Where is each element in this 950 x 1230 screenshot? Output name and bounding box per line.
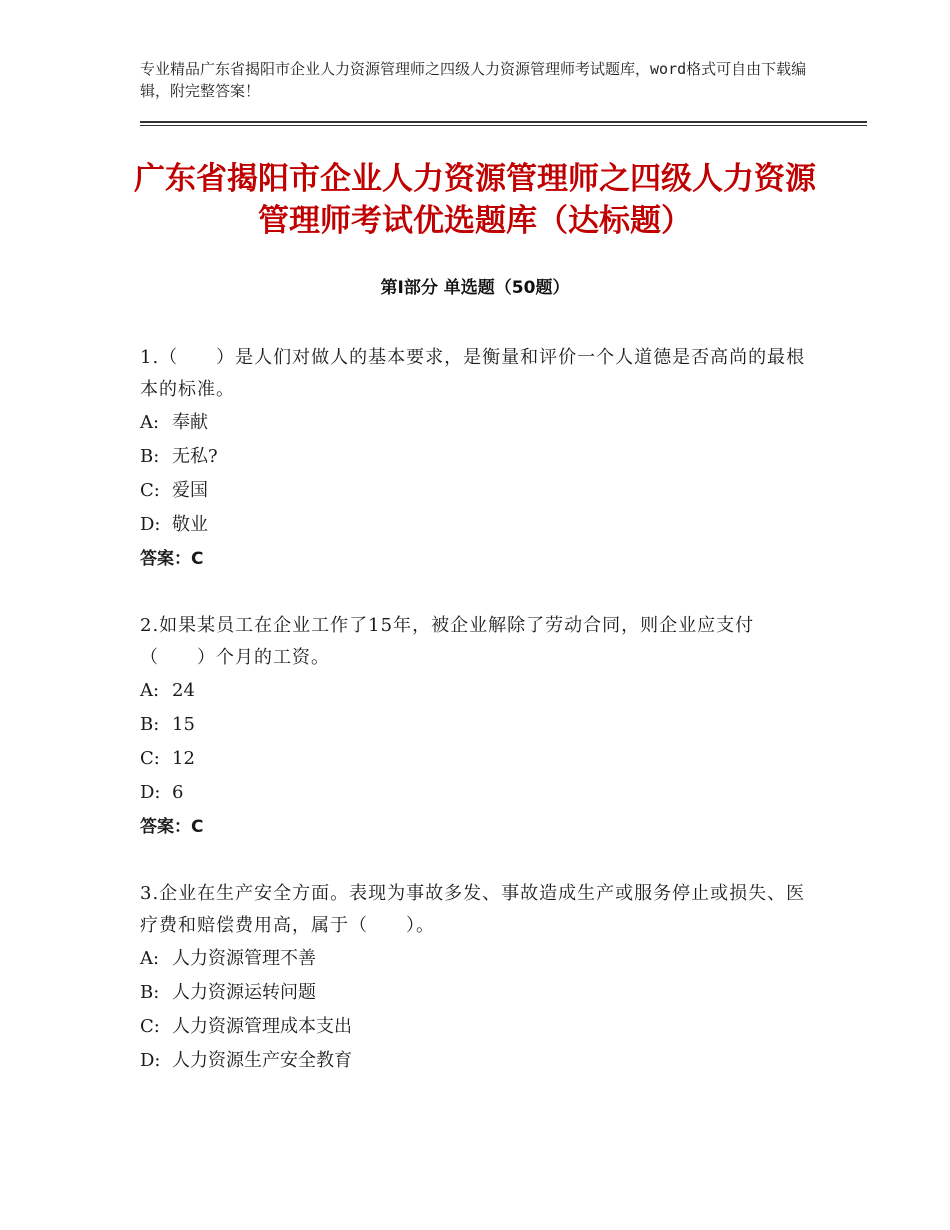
- option-letter: B:: [140, 982, 160, 1003]
- option-a: [140, 942, 810, 976]
- header-rule-thick: [140, 121, 867, 123]
- option-letter: D:: [140, 782, 161, 803]
- option-text: 人力资源管理成本支出: [172, 1016, 352, 1037]
- option-c: [140, 742, 810, 776]
- document-title: 广东省揭阳市企业人力资源管理师之四级人力资源管理师考试优选题库（达标题）: [134, 161, 816, 239]
- answer-line: 答案：C: [140, 549, 204, 569]
- option-text: 敬业: [172, 514, 208, 535]
- header-note: 专业精品广东省揭阳市企业人力资源管理师之四级人力资源管理师考试题库，word格式可自由下载编辑，附完整答案！: [140, 60, 807, 100]
- option-letter: D:: [140, 514, 161, 535]
- option-letter: D:: [140, 1050, 161, 1071]
- option-text: 6: [172, 782, 184, 803]
- option-letter: C:: [140, 480, 160, 501]
- option-a: [140, 674, 810, 708]
- option-text: 奉献: [172, 412, 208, 433]
- option-a: [140, 406, 810, 440]
- option-text: 爱国: [172, 480, 208, 501]
- option-text: 人力资源运转问题: [172, 982, 316, 1003]
- question-stem: 2.如果某员工在企业工作了15年，被企业解除了劳动合同，则企业应支付（ ）个月的工资。: [140, 615, 755, 668]
- option-d: [140, 776, 810, 810]
- option-letter: C:: [140, 748, 160, 769]
- option-letter: B:: [140, 446, 160, 467]
- question-stem: 1.（ ）是人们对做人的基本要求，是衡量和评价一个人道德是否高尚的最根本的标准。: [140, 347, 806, 400]
- question-3: [140, 878, 810, 1078]
- option-letter: A:: [140, 412, 160, 433]
- option-b: [140, 976, 810, 1010]
- header-rule-thin: [140, 125, 867, 126]
- section-heading: 第Ⅰ部分 单选题（50题）: [380, 278, 570, 298]
- answer-line: 答案：C: [140, 817, 204, 837]
- option-b: [140, 708, 810, 742]
- question-list: [140, 342, 810, 1112]
- option-c: [140, 1010, 810, 1044]
- option-text: 12: [172, 748, 195, 769]
- option-letter: C:: [140, 1016, 160, 1037]
- question-stem: 3.企业在生产安全方面。表现为事故多发、事故造成生产或服务停止或损失、医疗费和赔偿费用高，属于（ ）。: [140, 883, 806, 936]
- question-2: [140, 610, 810, 844]
- option-text: 15: [172, 714, 195, 735]
- option-letter: A:: [140, 680, 160, 701]
- option-text: 无私?: [172, 446, 218, 467]
- option-letter: B:: [140, 714, 160, 735]
- option-text: 人力资源生产安全教育: [172, 1050, 352, 1071]
- question-1: [140, 342, 810, 576]
- option-text: 人力资源管理不善: [172, 948, 316, 969]
- option-d: [140, 508, 810, 542]
- option-text: 24: [172, 680, 195, 701]
- option-letter: A:: [140, 948, 160, 969]
- option-c: [140, 474, 810, 508]
- option-d: [140, 1044, 810, 1078]
- option-b: [140, 440, 810, 474]
